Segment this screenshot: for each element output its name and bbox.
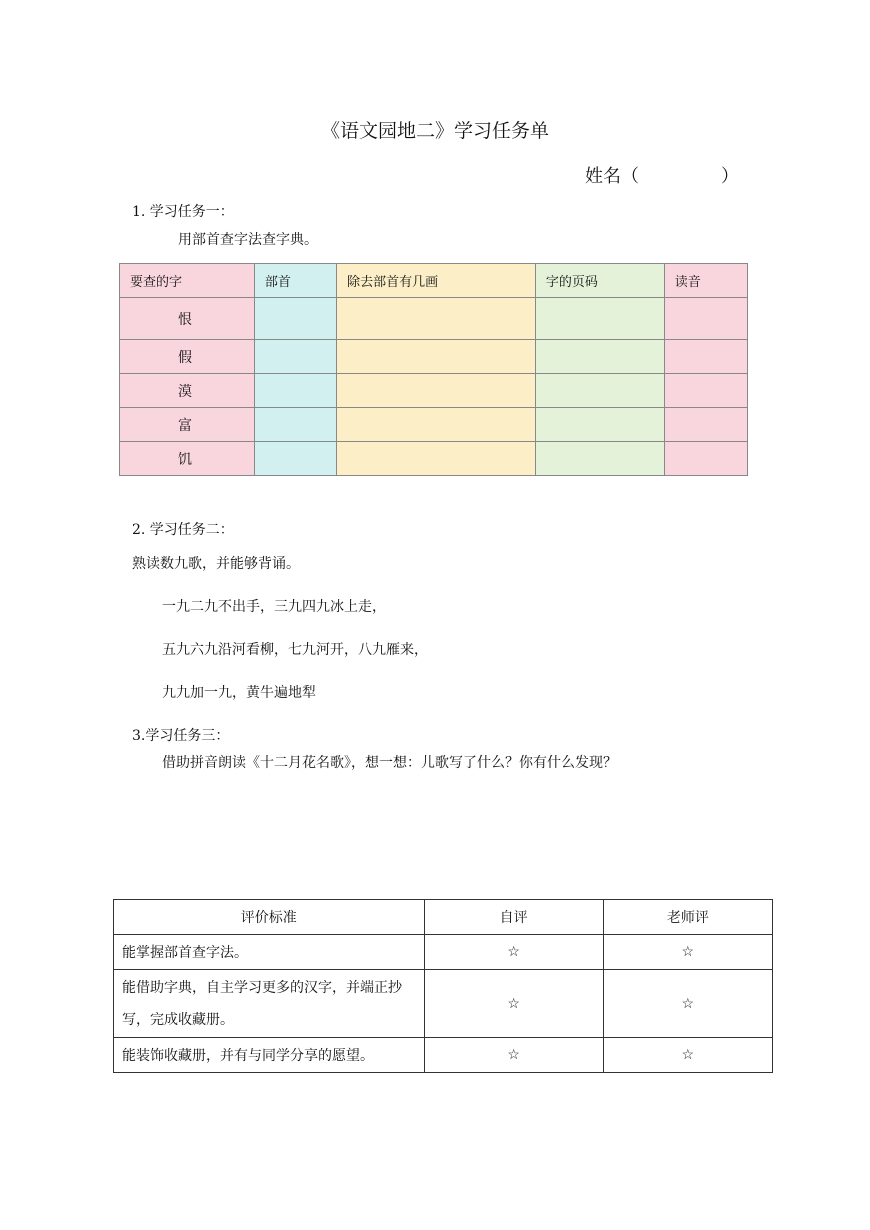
- teacher-rating-star[interactable]: ☆: [603, 1038, 772, 1073]
- self-rating-star[interactable]: ☆: [424, 970, 603, 1038]
- table-row: [114, 970, 773, 1038]
- radical-cell[interactable]: [254, 442, 336, 476]
- page-cell[interactable]: [535, 298, 664, 340]
- radical-cell[interactable]: [254, 374, 336, 408]
- strokes-cell[interactable]: [337, 408, 536, 442]
- char-cell: 漠: [120, 374, 255, 408]
- evaluation-table: [113, 899, 773, 1073]
- char-cell: 假: [120, 340, 255, 374]
- eval-header-self: 自评: [424, 900, 603, 935]
- evaluation-header-row: [114, 900, 773, 935]
- poem-line: 五九六九沿河看柳，七九河开，八九雁来，: [162, 642, 428, 658]
- name-label: 姓名（: [585, 166, 639, 187]
- table-row: [120, 298, 748, 340]
- pronunciation-cell[interactable]: [664, 298, 747, 340]
- radical-cell[interactable]: [254, 408, 336, 442]
- table-row: [120, 442, 748, 476]
- pronunciation-cell[interactable]: [664, 408, 747, 442]
- eval-header-criteria: 评价标准: [114, 900, 425, 935]
- name-field[interactable]: [585, 162, 739, 188]
- teacher-rating-star[interactable]: ☆: [603, 970, 772, 1038]
- strokes-cell[interactable]: [337, 442, 536, 476]
- self-rating-star[interactable]: ☆: [424, 1038, 603, 1073]
- task2-instruction: 熟读数九歌，并能够背诵。: [132, 556, 300, 572]
- table-row: [114, 935, 773, 970]
- page-cell[interactable]: [535, 408, 664, 442]
- eval-criterion: 能借助字典，自主学习更多的汉字，并端正抄写，完成收藏册。: [114, 970, 425, 1038]
- eval-criterion: 能掌握部首查字法。: [114, 935, 425, 970]
- poem-line: 九九加一九，黄牛遍地犁: [162, 685, 316, 701]
- page-title: 《语文园地二》学习任务单: [320, 120, 549, 142]
- name-close: ）: [721, 166, 739, 187]
- eval-criterion: 能装饰收藏册，并有与同学分享的愿望。: [114, 1038, 425, 1073]
- lookup-header-row: [120, 264, 748, 298]
- task3-heading: 3.学习任务三：: [132, 728, 230, 744]
- strokes-cell[interactable]: [337, 298, 536, 340]
- pronunciation-cell[interactable]: [664, 442, 747, 476]
- table-row: [120, 340, 748, 374]
- col-header-pronunciation: 读音: [664, 264, 747, 298]
- col-header-radical: 部首: [254, 264, 336, 298]
- strokes-cell[interactable]: [337, 374, 536, 408]
- lookup-table: [119, 263, 748, 476]
- radical-cell[interactable]: [254, 340, 336, 374]
- char-cell: 饥: [120, 442, 255, 476]
- task3-instruction: 借助拼音朗读《十二月花名歌》，想一想：儿歌写了什么？你有什么发现？: [162, 755, 617, 771]
- table-row: [120, 408, 748, 442]
- task1-heading: 1. 学习任务一：: [132, 204, 234, 220]
- poem-line: 一九二九不出手，三九四九冰上走，: [162, 599, 386, 615]
- col-header-char: 要查的字: [120, 264, 255, 298]
- table-row: [114, 1038, 773, 1073]
- strokes-cell[interactable]: [337, 340, 536, 374]
- page-cell[interactable]: [535, 442, 664, 476]
- col-header-page: 字的页码: [535, 264, 664, 298]
- pronunciation-cell[interactable]: [664, 340, 747, 374]
- task1-instruction: 用部首查字法查字典。: [178, 232, 318, 248]
- page-cell[interactable]: [535, 374, 664, 408]
- task2-heading: 2. 学习任务二：: [132, 522, 234, 538]
- page-cell[interactable]: [535, 340, 664, 374]
- pronunciation-cell[interactable]: [664, 374, 747, 408]
- eval-header-teacher: 老师评: [603, 900, 772, 935]
- col-header-strokes: 除去部首有几画: [337, 264, 536, 298]
- char-cell: 恨: [120, 298, 255, 340]
- radical-cell[interactable]: [254, 298, 336, 340]
- teacher-rating-star[interactable]: ☆: [603, 935, 772, 970]
- self-rating-star[interactable]: ☆: [424, 935, 603, 970]
- table-row: [120, 374, 748, 408]
- char-cell: 富: [120, 408, 255, 442]
